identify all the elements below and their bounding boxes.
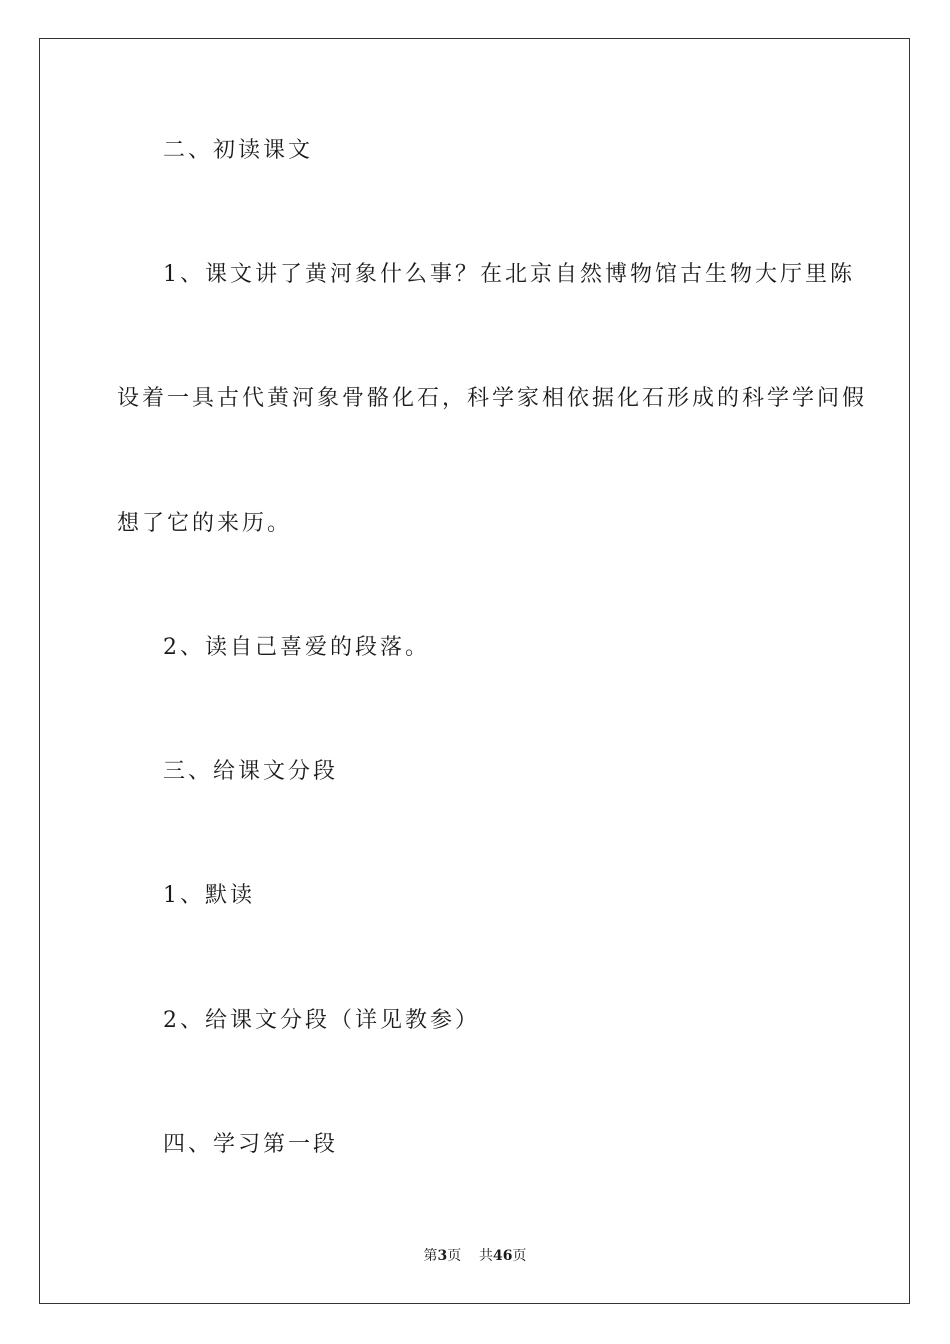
list-item-silent-read: 1、默读	[163, 883, 255, 908]
list-item-read-favorite: 2、读自己喜爱的段落。	[163, 635, 430, 660]
footer-page-prefix: 第	[423, 1248, 438, 1264]
footer-total-prefix: 共	[479, 1248, 494, 1264]
footer-gap	[461, 1248, 479, 1264]
footer-page-number: 3	[437, 1248, 448, 1264]
footer-page-suffix: 页	[447, 1248, 462, 1264]
page-footer	[0, 1247, 950, 1265]
paragraph-line-3: 想了它的来历。	[117, 511, 293, 536]
footer-total-suffix: 页	[512, 1248, 527, 1264]
footer-total-pages: 46	[493, 1248, 513, 1264]
heading-paragraphing: 三、给课文分段	[163, 759, 339, 784]
page-border	[39, 38, 910, 1304]
paragraph-line-1: 1、课文讲了黄河象什么事？在北京自然博物馆古生物大厅里陈	[163, 262, 855, 287]
heading-first-reading: 二、初读课文	[163, 138, 314, 163]
list-item-divide-text: 2、给课文分段（详见教参）	[163, 1008, 480, 1033]
paragraph-line-2: 设着一具古代黄河象骨骼化石，科学家相依据化石形成的科学学问假	[117, 386, 868, 411]
heading-study-first-section: 四、学习第一段	[163, 1132, 339, 1157]
